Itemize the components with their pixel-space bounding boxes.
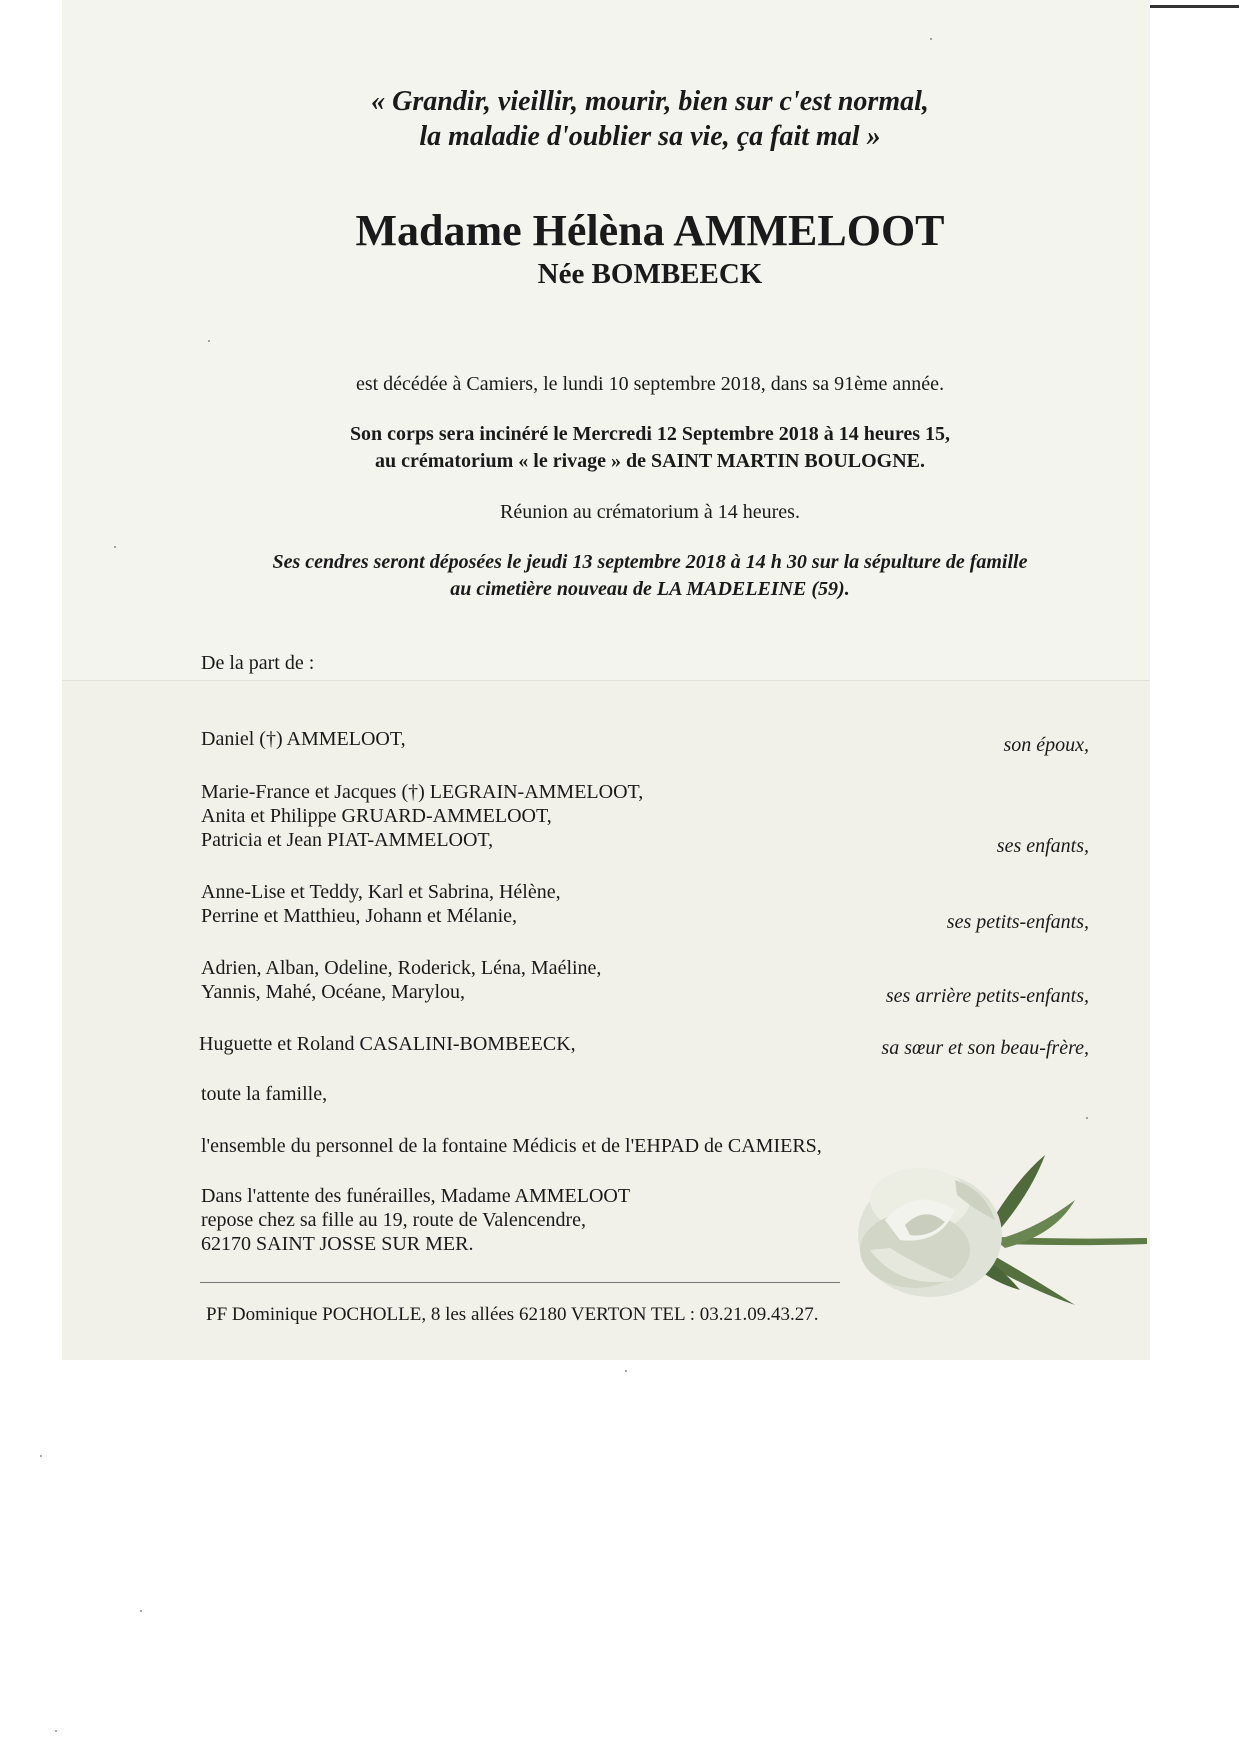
rest-line-3: 62170 SAINT JOSSE SUR MER. <box>201 1233 474 1255</box>
maiden-name: Née BOMBEECK <box>537 258 763 290</box>
scan-edge-mark <box>1150 5 1239 8</box>
scan-speck <box>625 1370 627 1372</box>
scan-speck <box>208 340 210 342</box>
all-family: toute la famille, <box>201 1083 328 1105</box>
family-line: Daniel (†) AMMELOOT, <box>201 728 406 750</box>
scan-speck <box>140 1610 142 1612</box>
family-line: Adrien, Alban, Odeline, Roderick, Léna, Maéline, <box>201 957 602 979</box>
family-intro: De la part de : <box>201 652 315 674</box>
deceased-name: Madame Hélèna AMMELOOT <box>355 206 945 255</box>
relation-label: ses enfants, <box>996 835 1089 857</box>
rest-line-1: Dans l'attente des funérailles, Madame AMMELOOT <box>201 1185 631 1207</box>
white-rose-icon <box>845 1140 1150 1320</box>
family-line: Huguette et Roland CASALINI-BOMBEECK, <box>199 1033 576 1055</box>
cremation-line-2: au crématorium « le rivage » de SAINT MARTIN BOULOGNE. <box>374 450 925 472</box>
scan-speck <box>114 546 116 548</box>
scan-speck <box>40 1455 42 1457</box>
relation-label: sa sœur et son beau-frère, <box>881 1037 1089 1059</box>
relation-label: son époux, <box>1003 734 1089 756</box>
family-line: Anne-Lise et Teddy, Karl et Sabrina, Hélène, <box>201 881 561 903</box>
staff-line: l'ensemble du personnel de la fontaine Médicis et de l'EHPAD de CAMIERS, <box>201 1135 822 1157</box>
family-line: Yannis, Mahé, Océane, Marylou, <box>201 981 466 1003</box>
scan-speck <box>1086 1117 1088 1119</box>
footer-rule <box>200 1282 840 1283</box>
family-line: Patricia et Jean PIAT-AMMELOOT, <box>201 829 494 851</box>
funeral-home-footer: PF Dominique POCHOLLE, 8 les allées 62180 VERTON TEL : 03.21.09.43.27. <box>206 1304 819 1325</box>
scan-speck <box>55 1730 57 1732</box>
epigraph-line-2: la maladie d'oublier sa vie, ça fait mal » <box>419 121 881 152</box>
relation-label: ses arrière petits-enfants, <box>885 985 1089 1007</box>
epigraph-line-1: « Grandir, vieillir, mourir, bien sur c'est normal, <box>371 86 929 117</box>
meeting-notice: Réunion au crématorium à 14 heures. <box>500 501 800 523</box>
family-line: Anita et Philippe GRUARD-AMMELOOT, <box>201 805 552 827</box>
ashes-line-2: au cimetière nouveau de LA MADELEINE (59). <box>450 578 850 600</box>
scan-speck <box>930 38 932 40</box>
cremation-line-1: Son corps sera incinéré le Mercredi 12 Septembre 2018 à 14 heures 15, <box>349 423 951 445</box>
family-line: Perrine et Matthieu, Johann et Mélanie, <box>201 905 518 927</box>
fold-line <box>62 680 1150 681</box>
rest-line-2: repose chez sa fille au 19, route de Valencendre, <box>201 1209 587 1231</box>
death-notice: est décédée à Camiers, le lundi 10 septembre 2018, dans sa 91ème année. <box>355 373 945 395</box>
relation-label: ses petits-enfants, <box>946 911 1089 933</box>
family-line: Marie-France et Jacques (†) LEGRAIN-AMMELOOT, <box>201 781 644 803</box>
ashes-line-1: Ses cendres seront déposées le jeudi 13 septembre 2018 à 14 h 30 sur la sépulture de famille <box>272 551 1028 573</box>
